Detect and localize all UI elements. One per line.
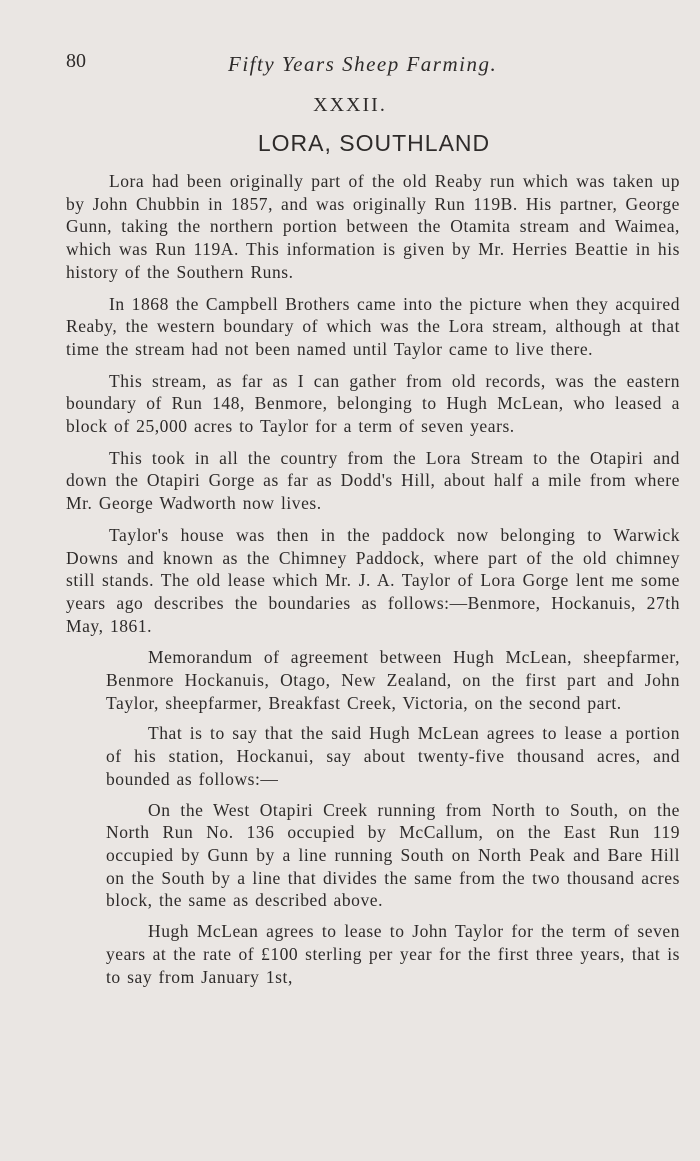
chapter-number: XXXII. <box>313 94 387 116</box>
lease-quotation <box>106 646 680 988</box>
body-text <box>66 170 680 996</box>
paragraph: This took in all the country from the Lora Stream to the Otapiri and down the Otapiri Gorge as far as Dodd's Hill, about half a mile from where Mr. George Wadworth now lives. <box>66 447 680 514</box>
quoted-paragraph: On the West Otapiri Creek running from North to South, on the North Run No. 136 occupied by McCallum, on the East Run 119 occupied by Gunn by a line running South on North Peak and Bare Hill on the South by a line that divides the same from the two thousand acres block, the same as described above. <box>106 799 680 911</box>
paragraph: Lora had been originally part of the old Reaby run which was taken up by John Chubbin in 1857, and was originally Run 119B. His partner, George Gunn, taking the northern portion between the Otamita stream and Waimea, which was Run 119A. This information is given by Mr. Herries Beattie in his history of the Southern Runs. <box>66 171 680 282</box>
paragraph: Taylor's house was then in the paddock now belonging to Warwick Downs and known as the Chimney Paddock, where part of the old chimney still stands. The old lease which Mr. J. A. Taylor of Lora Gorge lent me some years ago describes the boundaries as follows:—Benmore, Hockanuis, 27th May, 1861. <box>66 524 680 636</box>
quoted-paragraph: That is to say that the said Hugh McLean agrees to lease a portion of his station, Hockanui, say about twenty-five thousand acres, and bounded as follows:— <box>106 723 680 789</box>
running-head <box>66 50 660 80</box>
page-number: 80 <box>66 50 86 72</box>
book-title: Fifty Years Sheep Farming. <box>228 52 498 76</box>
quoted-paragraph: Hugh McLean agrees to lease to John Taylor for the term of seven years at the rate of £100 sterling per year for the first three years, that is to say from January 1st, <box>106 921 680 987</box>
paragraph: This stream, as far as I can gather from old records, was the eastern boundary of Run 148, Benmore, belonging to Hugh McLean, who leased a block of 25,000 acres to Taylor for a term of seven years. <box>66 370 680 437</box>
paragraph: In 1868 the Campbell Brothers came into the picture when they acquired Reaby, the western boundary of which was the Lora stream, although at that time the stream had not been named until Taylor came to live there. <box>66 293 680 359</box>
quoted-paragraph: Memorandum of agreement between Hugh McLean, sheepfarmer, Benmore Hockanuis, Otago, New Zealand, on the first part and John Taylor, sheepfarmer, Breakfast Creek, Victoria, on the second part. <box>106 647 680 713</box>
chapter-title: LORA, SOUTHLAND <box>257 130 491 156</box>
